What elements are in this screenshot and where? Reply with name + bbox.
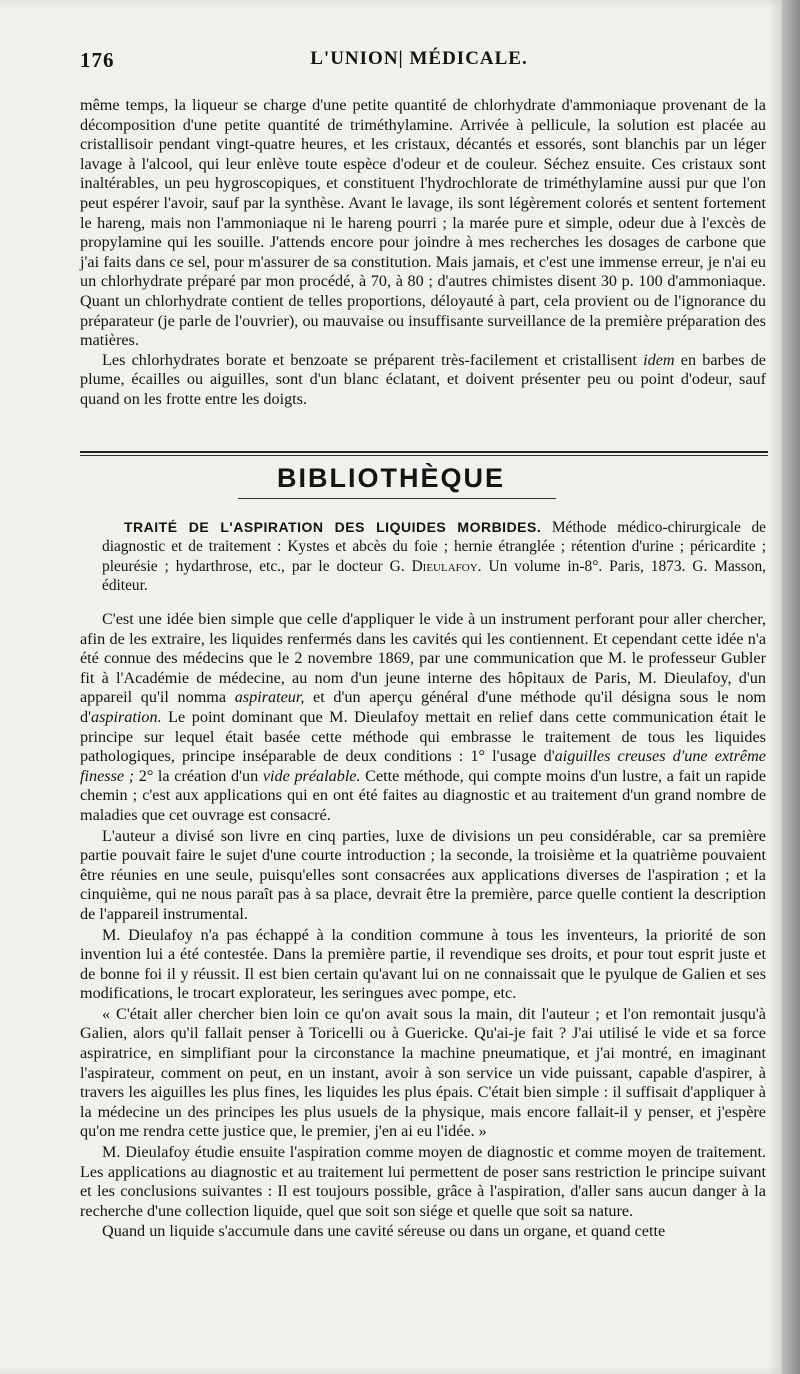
book-review [80, 610, 766, 1243]
section-divider [80, 451, 768, 453]
quote-paragraph: « C'était aller chercher bien loin ce qu'on avait sous la main, dit l'auteur ; et l'on remontait jusqu'à Galien, alors qu'il fallait penser à Toricelli ou à Guericke. Qu'ai-je fait ? J'ai utilisé le vide et sa force aspiratrice, en simplifiant pour la circonstance la machine pneumatique, et j'ai montré, en imaginant l'aspirateur, comment on peut, en un instant, avoir à son service un vide puissant, capable d'aspirer, à travers les aiguilles les plus fines, les liquides les plus épais. C'était bien simple : il suffisait d'appliquer à la médecine un des principes les plus usuels de la physique, mais encore fallait-il y penser, et j'espère qu'on me rendra cette justice que, le premier, j'en ai eu l'idée. » [80, 1004, 766, 1141]
paragraph: L'auteur a divisé son livre en cinq parties, luxe de divisions un peu considérable, car sa première partie pouvait faire le sujet d'une courte introduction ; la seconde, la troisième et la quatrième pouvaient être réunies en une seule, puisqu'elles sont consacrées aux applications diverses de l'aspiration ; et la cinquième, qui ne nous paraît pas à sa place, devrait être la première, parce quelle contient la description de l'appareil instrumental. [80, 826, 766, 923]
paragraph: M. Dieulafoy n'a pas échappé à la condition commune à tous les inventeurs, la priorité de son invention lui a été contestée. Dans la première partie, il revendique ses droits, et pour tout esprit juste et de bonne foi il y réussit. Il est bien certain qu'avant lui on ne connaissait que le pyulque de Galien et ses modifications, le trocart explorateur, les seringues avec pompe, etc. [80, 925, 766, 1003]
title-underline [238, 498, 556, 499]
book-title: TRAITÉ DE L'ASPIRATION DES LIQUIDES MORBIDES. [124, 519, 542, 535]
book-reference [80, 518, 766, 596]
reference-entry: TRAITÉ DE L'ASPIRATION DES LIQUIDES MORBIDES. Méthode médico-chirurgicale de diagnostic et de traitement : Kystes et abcès du foie ; hernie étranglée ; rétention d'urine ; péricardite ; pleurésie ; hydarthrose, etc., par le docteur G. Dieulafoy. Un volume in-8°. Paris, 1873. G. Masson, éditeur. [102, 519, 767, 595]
paragraph: Quand un liquide s'accumule dans une cavité séreuse ou dans un organe, et quand cette [102, 1222, 666, 1241]
page-header [80, 48, 758, 78]
page-number: 176 [80, 48, 115, 72]
continuation-text [80, 96, 766, 410]
paragraph: Les chlorhydrates borate et benzoate se préparent très-facilement et cristallisent idem en barbes de plume, écailles ou aiguilles, sont d'un blanc éclatant, et doivent présenter peu ou point d'odeur, sauf quand on les frotte entre les doigts. [80, 350, 766, 408]
page-edge [782, 0, 800, 1374]
paragraph: M. Dieulafoy étudie ensuite l'aspiration comme moyen de diagnostic et comme moyen de traitement. Les applications au diagnostic et au traitement lui permettent de poser sans restriction le principe suivant et les conclusions suivantes : Il est toujours possible, grâce à l'aspiration, d'aller sans aucun danger à la recherche d'une collection liquide, quel que soit son siége et quelle que soit sa nature. [80, 1143, 766, 1220]
section-title: BIBLIOTHÈQUE [276, 463, 505, 493]
running-title: L'UNION| MÉDICALE. [310, 48, 528, 69]
paragraph: C'est une idée bien simple que celle d'appliquer le vide à un instrument perforant pour aller chercher, afin de les extraire, les liquides renfermés dans les cavités qui les contiennent. Et cependant cette idée n'a été connue des médecins que le 2 novembre 1869, par une communication que M. le professeur Gubler fit à l'Académie de médecine, au nom d'un jeune interne des hôpitaux de Paris, M. Dieulafoy, d'un appareil qu'il nomma aspirateur, et d'un aperçu général d'une méthode qu'il désigna sous le nom d'aspiration. Le point dominant que M. Dieulafoy mettait en relief dans cette communication était le principe sur lequel était basée cette méthode qui embrasse le traitement de tous les liquides pathologiques, principe inséparable de deux conditions : 1° l'usage d'aiguilles creuses d'une extrême finesse ; 2° la création d'un vide préalable. Cette méthode, qui compte moins d'un lustre, a fait un rapide chemin ; c'est aux applications qui en ont été faites au diagnostic et au traitement d'un grand nombre de maladies que cet ouvrage est consacré. [80, 610, 767, 824]
section-divider [80, 455, 768, 456]
paragraph: même temps, la liqueur se charge d'une petite quantité de chlorhydrate d'ammoniaque provenant de la décomposition d'une petite quantité de triméthylamine. Arrivée à pellicule, la solution est placée au cristallisoir pendant vingt-quatre heures, et les cristaux, décantés et essorés, sont blanchis par un léger lavage à l'alcool, qui leur enlève toute espèce d'odeur et de couleur. Séchez ensuite. Ces cristaux sont inaltérables, un peu hygroscopiques, et constituent l'hydrochlorate de triméthylamine aussi pur que l'on peut espérer l'avoir, sauf par la synthèse. Avant le lavage, ils sont légèrement colorés et sentent fortement le hareng, mais non l'ammoniaque ni le hareng pourri ; la marée pure et simple, odeur due à l'excès de propylamine qui les souille. J'attends encore pour joindre à mes recherches les dosages de carbone que j'ai faits dans ce sel, pour m'assurer de sa constitution. Mais jamais, et c'est une immense erreur, je n'ai eu un chlorhydrate préparé par mon procédé, à 70, à 80 ; d'autres chimistes disent 30 p. 100 d'ammoniaque. Quant un chlorhydrate contient de telles proportions, déloyauté à part, cela provient ou de l'ignorance du préparateur (je parle de l'ouvrier), ou mauvaise ou insuffisante surveillance de la première préparation des matières. [80, 96, 766, 350]
author-name: Dieulafoy. [411, 557, 482, 575]
